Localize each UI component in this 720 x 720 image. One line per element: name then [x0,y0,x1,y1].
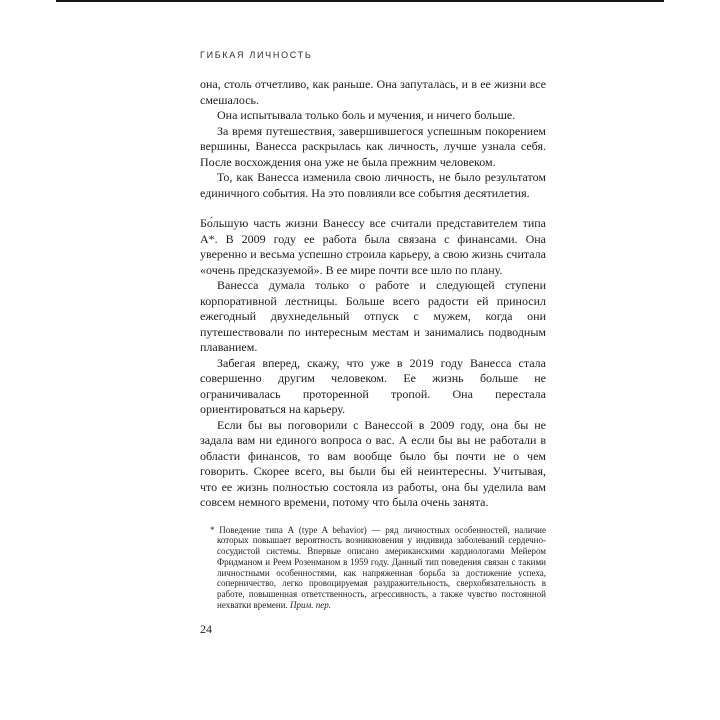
footnote-translator-note: Прим. пер. [290,600,332,611]
section-2 [200,216,546,511]
body-paragraph: Ванесса думала только о работе и следующей ступени корпоративной лестницы. Больше всего радости ей приносил ежегодный двухнедельный отпуск с мужем, когда они путешествовали по интересным местам и занимались подводным плаванием. [200,278,546,354]
footnote-marker: * [210,524,215,535]
footnote [200,525,546,611]
footnote-body: Поведение типа А (type A behavior) — ряд личностных особенностей, наличие которых повышает вероятность возникновения у индивида заболеваний сердечно-сосудистой системы. Впервые описано американскими кардиологами Мейером Фридманом и Реем Розенманом в 1959 году. Данный тип поведения связан с такими личностными особенностями, как напряженная борьба за достижение успеха, соперничество, легко провоцируемая раздражительность, сверхобязательность в работе, повышенная ответственность, агрессивность, а также чувство постоянной нехватки времени. [217,524,546,611]
section-1 [200,77,546,201]
running-head: ГИБКАЯ ЛИЧНОСТЬ [200,50,313,60]
body-paragraph: Если бы вы поговорили с Ванессой в 2009 году, она бы не задала вам ни единого вопроса о вас. А если бы вы не работали в области финансов, то вам вообще было бы почти не о чем говорить. Скорее всего, вы были бы ей неинтересны. Учитывая, что ее жизнь полностью состояла из работы, она бы уделила вам совсем немного времени, потому что была очень занята. [200,417,546,509]
page-number: 24 [200,621,212,636]
body-paragraph: Бо́льшую часть жизни Ванессу все считали представителем типа А*. В 2009 году ее работа была связана с финансами. Она уверенно и весьма успешно строила карьеру, а свою жизнь считала «очень предсказуемой». В ее мире почти все шло по плану. [200,216,546,277]
body-paragraph: Забегая вперед, скажу, что уже в 2019 году Ванесса стала совершенно другим человеком. Ее жизнь больше не ограничивалась проторенной тропой. Она перестала ориентироваться на карьеру. [200,355,546,416]
body-paragraph: Она испытывала только боль и мучения, и ничего больше. [217,108,516,122]
footnote-paragraph [210,524,546,611]
body-paragraph: То, как Ванесса изменила свою личность, не было результатом единичного события. На это повлияли все события десятилетия. [200,170,546,200]
text-block [200,77,546,511]
body-paragraph: она, столь отчетливо, как раньше. Она запуталась, и в ее жизни все смешалось. [200,77,546,107]
body-paragraph: За время путешествия, завершившегося успешным покорением вершины, Ванесса раскрылась как личность, лучше узнала себя. После восхождения она уже не была прежним человеком. [200,123,546,169]
page-top-edge [56,0,664,2]
